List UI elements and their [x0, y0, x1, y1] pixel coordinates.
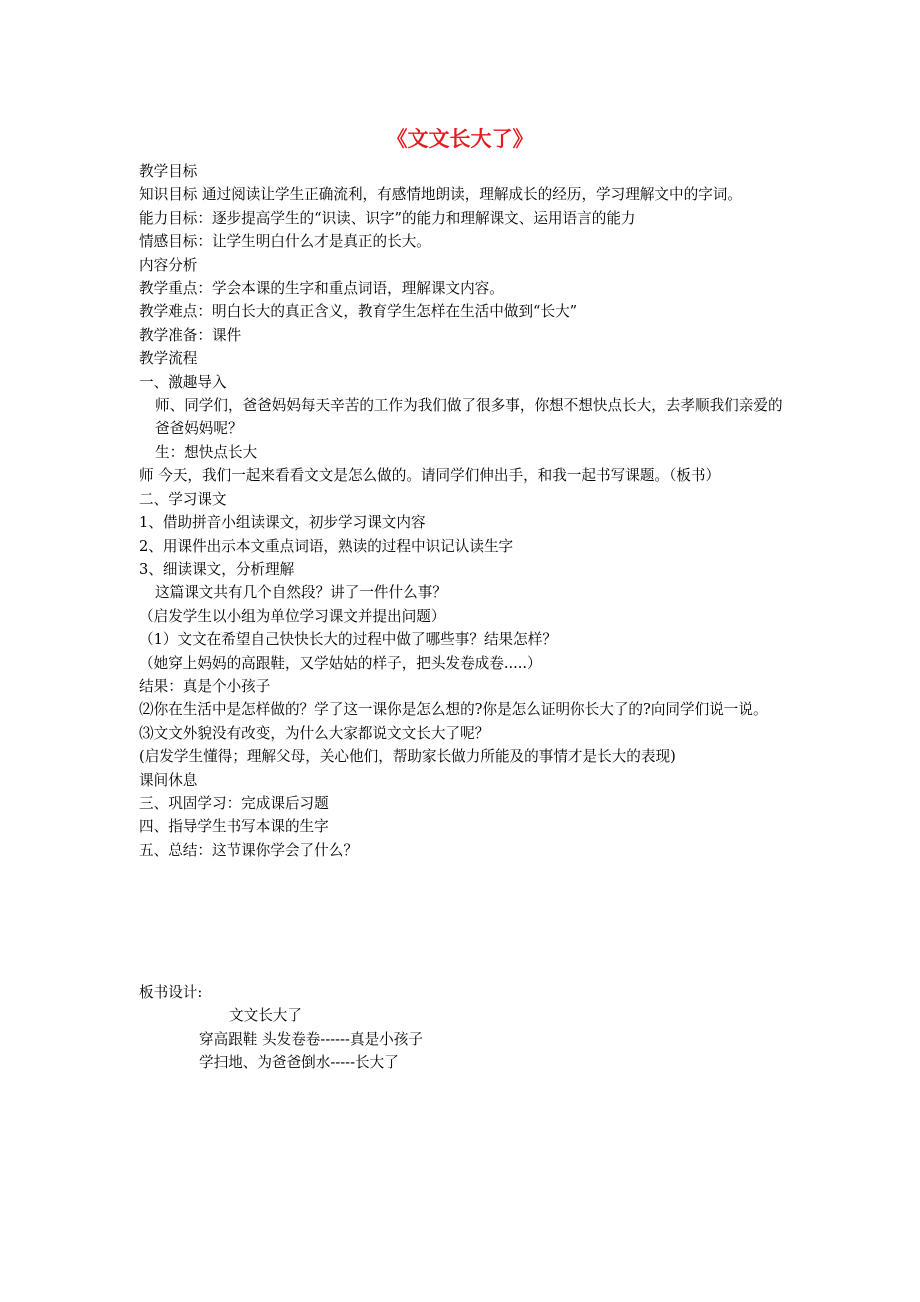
question-1-answer: （她穿上妈妈的高跟鞋，又学姑姑的样子，把头发卷成卷.....）: [139, 654, 542, 672]
section-2-heading: 二、学习课文: [139, 490, 227, 508]
section-3-heading: 三、巩固学习：完成课后习题: [139, 794, 329, 812]
blackboard-design: [139, 981, 423, 1075]
step-3-guidance: （启发学生以小组为单位学习课文并提出问题）: [139, 607, 446, 625]
step-3-question: 这篇课文共有几个自然段？讲了一件什么事？: [155, 584, 447, 602]
section-1-heading: 一、激趣导入: [139, 373, 227, 391]
teaching-key-points: 教学重点：学会本课的生字和重点词语，理解课文内容。: [139, 280, 504, 298]
student-response-line: 生：想快点长大: [155, 443, 258, 461]
step-1: 1、借助拼音小组读课文，初步学习课文内容: [139, 514, 426, 532]
ability-goal: 能力目标：逐步提高学生的“识读、识字”的能力和理解课文、运用语言的能力: [139, 209, 636, 227]
teaching-difficulties: 教学难点：明白长大的真正含义，教育学生怎样在生活中做到“长大”: [139, 303, 578, 321]
question-3: ⑶文文外貌没有改变，为什么大家都说文文长大了呢？: [139, 724, 490, 742]
emotion-goal: 情感目标：让学生明白什么才是真正的长大。: [139, 233, 431, 251]
board-heading: 板书设计:: [139, 984, 203, 1001]
knowledge-goal: 知识目标 通过阅读让学生正确流利，有感情地朗读，理解成长的经历，学习理解文中的字词。: [139, 186, 742, 204]
section-5-heading: 五、总结：这节课你学会了什么？: [139, 841, 358, 859]
teacher-intro-line: 师、同学们，爸爸妈妈每天辛苦的工作为我们做了很多事，你想不想快点长大，去孝顺我们亲爱的爸爸妈妈呢？: [155, 397, 783, 438]
heading-teaching-process: 教学流程: [139, 350, 198, 368]
document-title: 《文文长大了》: [386, 126, 534, 151]
teacher-title-line: 师 今天，我们一起来看看文文是怎么做的。请同学们伸出手，和我一起书写课题。（板书）: [139, 467, 721, 485]
question-3-guidance: (启发学生懂得；理解父母，关心他们，帮助家长做力所能及的事情才是长大的表现): [139, 748, 676, 766]
step-2: 2、用课件出示本文重点词语，熟读的过程中识记认读生字: [139, 537, 514, 555]
heading-content-analysis: 内容分析: [139, 256, 198, 274]
question-1-result: 结果：真是个小孩子: [139, 677, 271, 695]
board-row-2: 学扫地、为爸爸倒水-----长大了: [199, 1054, 399, 1072]
teaching-preparation: 教学准备：课件: [139, 326, 242, 344]
heading-teaching-goals: 教学目标: [139, 163, 198, 180]
board-row-1: 穿高跟鞋 头发卷卷------真是小孩子: [199, 1030, 423, 1048]
board-title: 文文长大了: [229, 1007, 302, 1025]
step-3: 3、细读课文，分析理解: [139, 560, 295, 578]
break-time: 课间休息: [139, 771, 198, 789]
question-2: ⑵你在生活中是怎样做的？学了这一课你是怎么想的?你是怎么证明你长大了的?向同学们说一说。: [139, 701, 768, 719]
question-1: （1）文文在希望自己快快长大的过程中做了哪些事？结果怎样？: [139, 631, 557, 649]
lesson-plan-body: [139, 160, 789, 862]
section-4-heading: 四、指导学生书写本课的生字: [139, 818, 329, 836]
